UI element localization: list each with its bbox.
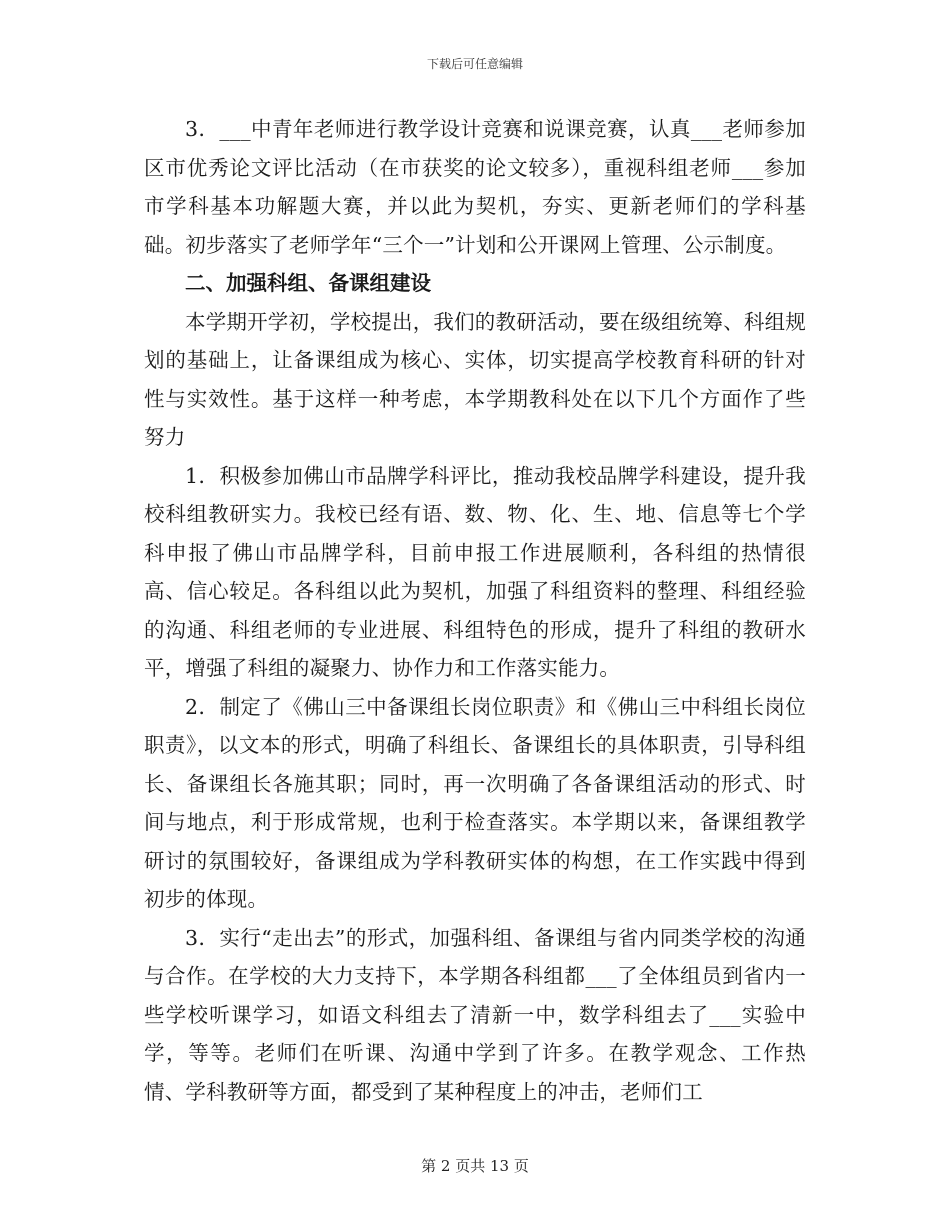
paragraph-4: 2．制定了《佛山三中备课组长岗位职责》和《佛山三中科组长岗位职责》，以文本的形式，明确了科组长、备课组长的具体职责，引导科组长、备课组长各施其职；同时，再一次明确了各备课组活动的形式、时间与地点，利于形成常规，也利于检查落实。本学期以来，备课组教学研讨的氛围较好，备课组成为学科教研实体的构想，在工作实践中得到初步的体现。: [144, 694, 806, 911]
page-header: 下载后可任意编辑: [426, 57, 523, 71]
document-body: [144, 110, 806, 1111]
section-heading: 二、加强科组、备课组建设: [185, 271, 431, 295]
paragraph-3: 1．积极参加佛山市品牌学科评比，推动我校品牌学科建设，提升我校科组教研实力。我校已经有语、数、物、化、生、地、信息等七个学科申报了佛山市品牌学科，目前申报工作进展顺利，各科组的热情很高、信心较足。各科组以此为契机，加强了科组资料的整理、科组经验的沟通、科组老师的专业进展、科组特色的形成，提升了科组的教研水平，增强了科组的凝聚力、协作力和工作落实能力。: [144, 463, 806, 680]
paragraph-2: 本学期开学初，学校提出，我们的教研活动，要在级组统筹、科组规划的基础上，让备课组成为核心、实体，切实提高学校教育科研的针对性与实效性。基于这样一种考虑，本学期教科处在以下几个方面作了些努力: [144, 309, 806, 449]
paragraph-5: 3．实行“走出去”的形式，加强科组、备课组与省内同类学校的沟通与合作。在学校的大力支持下，本学期各科组都___了全体组员到省内一些学校听课学习，如语文科组去了清新一中，数学科组去了___实验中学，等等。老师们在听课、沟通中学到了许多。在教学观念、工作热情、学科教研等方面，都受到了某种程度上的冲击，老师们工: [144, 925, 806, 1104]
paragraph-1: 3．___中青年老师进行教学设计竞赛和说课竞赛，认真___老师参加区市优秀论文评比活动（在市获奖的论文较多），重视科组老师___参加市学科基本功解题大赛，并以此为契机，夯实、更新老师们的学科基础。初步落实了老师学年“三个一”计划和公开课网上管理、公示制度。: [144, 117, 806, 257]
page-footer: 第 2 页共 13 页: [421, 1157, 529, 1175]
